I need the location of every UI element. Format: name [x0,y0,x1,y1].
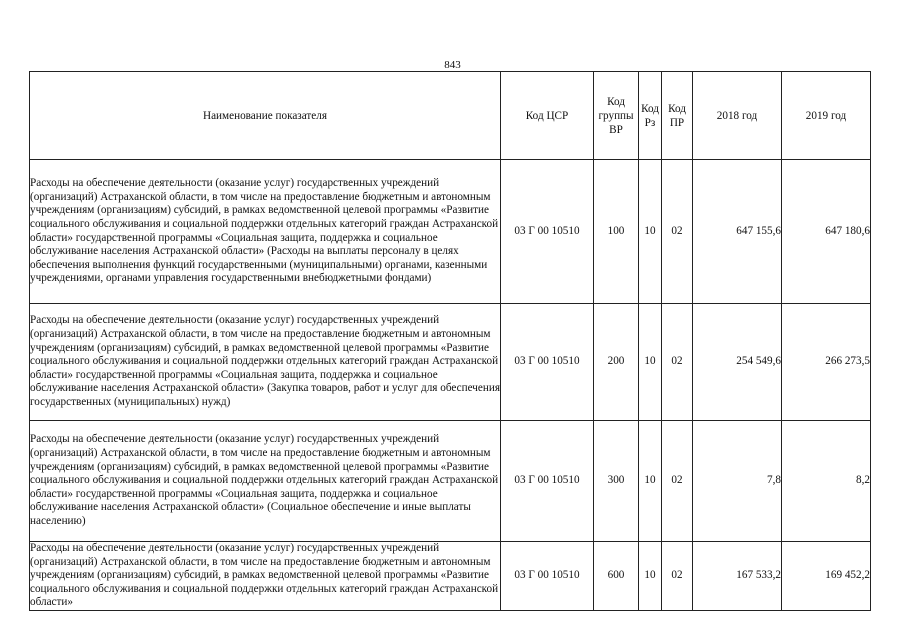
row-rz: 10 [639,542,662,611]
col-header-2019: 2019 год [782,72,871,160]
budget-table [29,71,871,611]
row-rz: 10 [639,421,662,542]
col-header-vr: Код группы ВР [594,72,639,160]
row-name: Расходы на обеспечение деятельности (оказание услуг) государственных учреждений (организаций) Астраханской области, в том числе на предоставление бюджетным и автономным учреждениям (организациям) субсидий, в рамках ведомственной целевой программы «Развитие социального обслуживания и социальной поддержки отдельных категорий граждан Астраханской области» [30,542,501,611]
row-vr: 200 [594,304,639,421]
row-2019: 8,2 [782,421,871,542]
row-csr: 03 Г 00 10510 [501,160,594,304]
row-vr: 100 [594,160,639,304]
row-name: Расходы на обеспечение деятельности (оказание услуг) государственных учреждений (организаций) Астраханской области, в том числе на предоставление бюджетным и автономным учреждениям (организациям) субсидий, в рамках ведомственной целевой программы «Развитие социального обслуживания и социальной поддержки отдельных категорий граждан Астраханской области» государственной программы «Социальная защита, поддержка и социальное обслуживание населения Астраханской области» (Закупка товаров, работ и услуг для обеспечения государственных (муниципальных) нужд) [30,304,501,421]
row-vr: 300 [594,421,639,542]
page-number: 843 [444,59,461,71]
row-name: Расходы на обеспечение деятельности (оказание услуг) государственных учреждений (организаций) Астраханской области, в том числе на предоставление бюджетным и автономным учреждениям (организациям) субсидий, в рамках ведомственной целевой программы «Развитие социального обслуживания и социальной поддержки отдельных категорий граждан Астраханской области» государственной программы «Социальная защита, поддержка и социальное обслуживание населения Астраханской области» (Социальное обеспечение и иные выплаты населению) [30,421,501,542]
col-header-2018: 2018 год [693,72,782,160]
row-2019: 266 273,5 [782,304,871,421]
table-row [30,542,871,611]
row-csr: 03 Г 00 10510 [501,421,594,542]
row-vr: 600 [594,542,639,611]
row-rz: 10 [639,304,662,421]
row-csr: 03 Г 00 10510 [501,304,594,421]
col-header-csr: Код ЦСР [501,72,594,160]
row-pr: 02 [662,304,693,421]
row-2018: 254 549,6 [693,304,782,421]
col-header-name: Наименование показателя [30,72,501,160]
row-2019: 169 452,2 [782,542,871,611]
row-pr: 02 [662,160,693,304]
table-row [30,421,871,542]
row-rz: 10 [639,160,662,304]
row-2018: 167 533,2 [693,542,782,611]
row-2019: 647 180,6 [782,160,871,304]
row-name: Расходы на обеспечение деятельности (оказание услуг) государственных учреждений (организаций) Астраханской области, в том числе на предоставление бюджетным и автономным учреждениям (организациям) субсидий, в рамках ведомственной целевой программы «Развитие социального обслуживания и социальной поддержки отдельных категорий граждан Астраханской области» государственной программы «Социальная защита, поддержка и социальное обслуживание населения Астраханской области» (Расходы на выплаты персоналу в целях обеспечения выполнения функций государственными (муниципальными) органами, казенными учреждениями, органами управления государственными внебюджетными фондами) [30,160,501,304]
col-header-pr: Код ПР [662,72,693,160]
table-header-row [30,72,871,160]
col-header-rz: Код Рз [639,72,662,160]
row-pr: 02 [662,421,693,542]
row-2018: 7,8 [693,421,782,542]
table-row [30,160,871,304]
row-2018: 647 155,6 [693,160,782,304]
table-row [30,304,871,421]
row-pr: 02 [662,542,693,611]
row-csr: 03 Г 00 10510 [501,542,594,611]
